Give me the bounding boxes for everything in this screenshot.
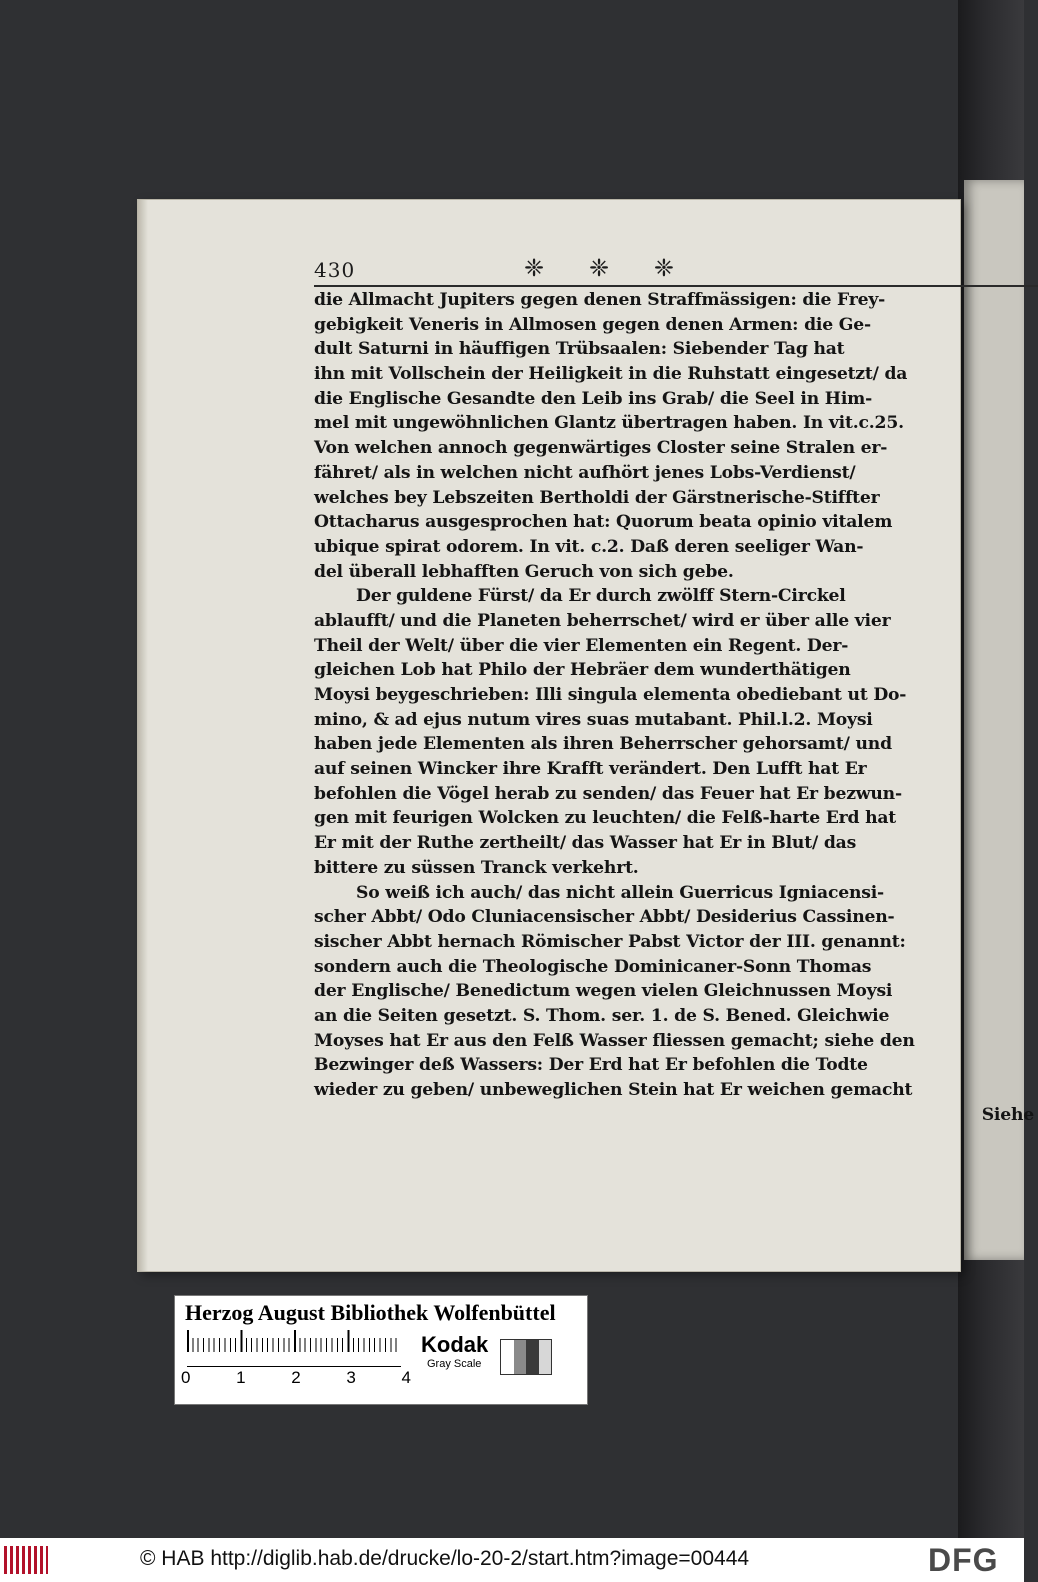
- text-line: fähret/ als in welchen nicht aufhört jenes Lobs-Verdienst/: [314, 462, 856, 483]
- text-line: Moyses hat Er aus den Felß Wasser fliessen gemacht; siehe den: [314, 1030, 915, 1051]
- page-binding-edge: [138, 200, 148, 1271]
- gray-patch: [539, 1340, 552, 1374]
- flower-ornament-icon: ❈: [588, 254, 610, 282]
- text-line: mino, & ad ejus nutum vires suas mutabant. Phil.l.2. Moysi: [314, 709, 873, 730]
- text-line: Theil der Welt/ über die vier Elementen ein Regent. Der-: [314, 635, 849, 656]
- text-line: auf seinen Wincker ihre Krafft verändert. Den Lufft hat Er: [314, 759, 867, 780]
- gray-scale-caption: Gray Scale: [427, 1358, 482, 1370]
- kodak-logo: Kodak: [421, 1332, 489, 1357]
- text-line: So weiß ich auch/ das nicht allein Guerricus Igniacensi-: [356, 882, 884, 903]
- text-line: Von welchen annoch gegenwärtiges Closter seine Stralen er-: [314, 438, 888, 459]
- text-line: sondern auch die Theologische Dominicaner-Sonn Thomas: [314, 956, 872, 977]
- page-header: [314, 254, 1038, 284]
- ruler-label: 1: [236, 1368, 246, 1387]
- text-line: gebigkeit Veneris in Allmosen gegen denen Armen: die Ge-: [314, 314, 871, 335]
- page-number: 430: [314, 258, 356, 282]
- library-name: Herzog August Bibliothek Wolfenbüttel: [185, 1300, 556, 1325]
- text-line: Er mit der Ruthe zertheilt/ das Wasser hat Er in Blut/ das: [314, 833, 857, 854]
- text-line: wieder zu geben/ unbeweglichen Stein hat Er weichen gemacht: [314, 1080, 913, 1100]
- header-rule: [314, 285, 1038, 287]
- text-line: haben jede Elementen als ihren Beherrscher gehorsamt/ und: [314, 734, 892, 755]
- flower-ornament-icon: ❈: [524, 254, 545, 282]
- text-line: del überall lebhafften Geruch von sich gebe.: [314, 561, 734, 582]
- viewer-footer: [0, 1538, 1024, 1582]
- text-line: mel mit ungewöhnlichen Glantz übertragen haben. In vit.c.25.: [314, 413, 904, 434]
- text-line: dult Saturni in häuffigen Trübsaalen: Siebender Tag hat: [314, 339, 845, 360]
- text-line: Bezwinger deß Wassers: Der Erd hat Er befohlen die Todte: [314, 1055, 868, 1076]
- gray-scale-patches: [501, 1340, 551, 1374]
- ruler-label: 4: [401, 1368, 411, 1387]
- text-line: ihn mit Vollschein der Heiligkeit in die Ruhstatt eingesetzt/ da: [314, 364, 908, 385]
- gray-patch: [501, 1340, 514, 1374]
- gray-patch: [526, 1340, 539, 1374]
- text-line: gleichen Lob hat Philo der Hebräer dem wunderthätigen: [314, 660, 851, 681]
- text-line: Moysi beygeschrieben: Illi singula elementa obediebant ut Do-: [314, 685, 907, 705]
- text-line: Der guldene Fürst/ da Er durch zwölff Stern-Circkel: [356, 586, 846, 607]
- text-line: die Englische Gesandte den Leib ins Grab/ die Seel in Him-: [314, 388, 873, 409]
- library-color-target: [175, 1296, 587, 1404]
- flower-ornament-icon: ❈: [653, 254, 674, 282]
- text-line: scher Abbt/ Odo Cluniacensischer Abbt/ Desiderius Cassinen-: [314, 907, 895, 928]
- text-line: ablaufft/ und die Planeten beherrschet/ wird er über alle vier: [314, 610, 891, 631]
- text-line: die Allmacht Jupiters gegen denen Straffmässigen: die Frey-: [314, 290, 886, 310]
- ruler-major-ticks: [187, 1330, 401, 1366]
- text-line: welches bey Lebszeiten Bertholdi der Gärstnerische-Stiffter: [314, 487, 880, 508]
- text-line: bittere zu süssen Tranck verkehrt.: [314, 857, 639, 878]
- text-line: befohlen die Vögel herab zu senden/ das Feuer hat Er bezwun-: [314, 783, 902, 804]
- ruler-label: 3: [346, 1368, 356, 1387]
- text-line: ubique spirat odorem. In vit. c.2. Daß deren seeliger Wan-: [314, 536, 864, 557]
- text-line: an die Seiten gesetzt. S. Thom. ser. 1. de S. Bened. Gleichwie: [314, 1005, 890, 1026]
- dfg-logo: DFG: [928, 1542, 999, 1578]
- gray-patch: [514, 1340, 527, 1374]
- page-text: [314, 288, 1038, 1148]
- text-line: der Englische/ Benedictum wegen vielen Gleichnussen Moysi: [314, 981, 893, 1002]
- ruler-label: 0: [181, 1368, 191, 1387]
- ruler-labels: [181, 1368, 411, 1392]
- text-line: Ottacharus ausgesprochen hat: Quorum beata opinio vitalem: [314, 512, 893, 533]
- book-page: [138, 200, 1034, 1271]
- catchword: Siehe: [981, 1104, 1034, 1125]
- barcode-logo-icon: [4, 1546, 48, 1574]
- text-line: sischer Abbt hernach Römischer Pabst Victor der III. genannt:: [314, 931, 906, 952]
- header-ornaments: [524, 254, 674, 282]
- text-line: gen mit feurigen Wolcken zu leuchten/ die Felß-harte Erd hat: [314, 808, 897, 829]
- source-link[interactable]: © HAB http://diglib.hab.de/drucke/lo-20-2/start.htm?image=00444: [140, 1547, 750, 1570]
- ruler-label: 2: [291, 1368, 301, 1387]
